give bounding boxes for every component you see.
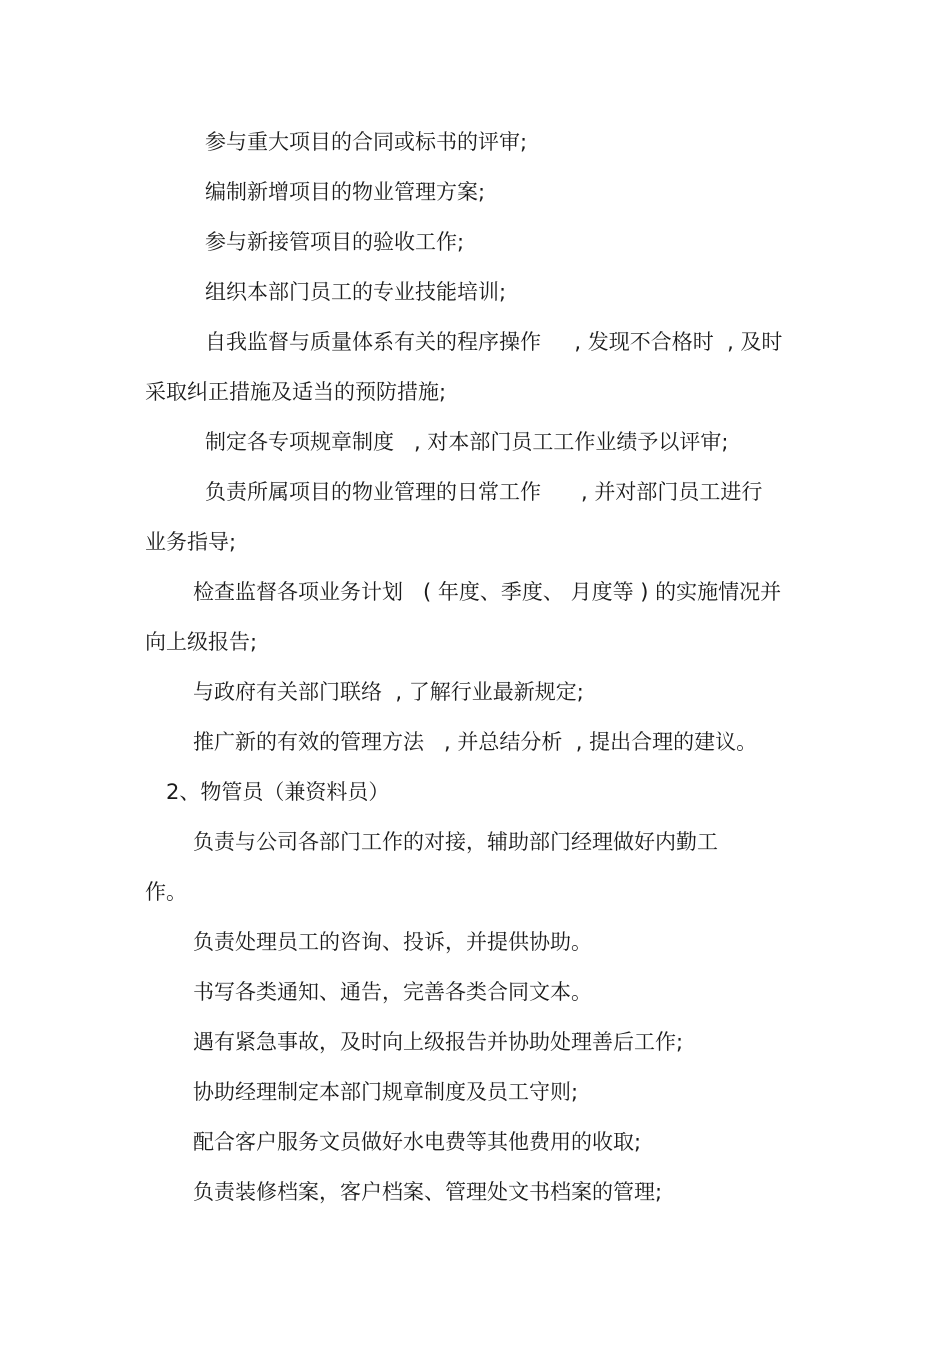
duty-line-continuation: 向上级报告; [145,630,258,654]
duty-line-continuation: 作。 [145,880,187,904]
section-heading: 2、物管员（兼资料员） [166,780,390,804]
duty-line: 检查监督各项业务计划 ( 年度、季度、 月度等 ) 的实施情况并 [193,580,782,604]
duty-line-continuation: 采取纠正措施及适当的预防措施; [145,380,447,404]
duty-line: 与政府有关部门联络 , 了解行业最新规定; [193,680,584,704]
duty-line: 协助经理制定本部门规章制度及员工守则; [193,1080,579,1104]
duty-line: 负责装修档案，客户档案、管理处文书档案的管理; [193,1180,663,1204]
duty-line: 负责处理员工的咨询、投诉，并提供协助。 [193,930,592,954]
duty-line: 书写各类通知、通告，完善各类合同文本。 [193,980,592,1004]
duty-line: 遇有紧急事故，及时向上级报告并协助处理善后工作; [193,1030,684,1054]
duty-line: 配合客户服务文员做好水电费等其他费用的收取; [193,1130,642,1154]
duty-line: 编制新增项目的物业管理方案; [205,180,486,204]
duty-line: 负责与公司各部门工作的对接，辅助部门经理做好内勤工 [193,830,718,854]
duty-line-continuation: 业务指导; [145,530,237,554]
duty-line: 自我监督与质量体系有关的程序操作 , 发现不合格时 , 及时 [205,330,783,354]
duty-line: 参与新接管项目的验收工作; [205,230,465,254]
duty-line: 参与重大项目的合同或标书的评审; [205,130,528,154]
duty-line: 推广新的有效的管理方法 , 并总结分析 , 提出合理的建议。 [193,730,758,754]
duty-line: 制定各专项规章制度 , 对本部门员工工作业绩予以评审; [205,430,729,454]
duty-line: 组织本部门员工的专业技能培训; [205,280,507,304]
duty-line: 负责所属项目的物业管理的日常工作 , 并对部门员工进行 [205,480,763,504]
